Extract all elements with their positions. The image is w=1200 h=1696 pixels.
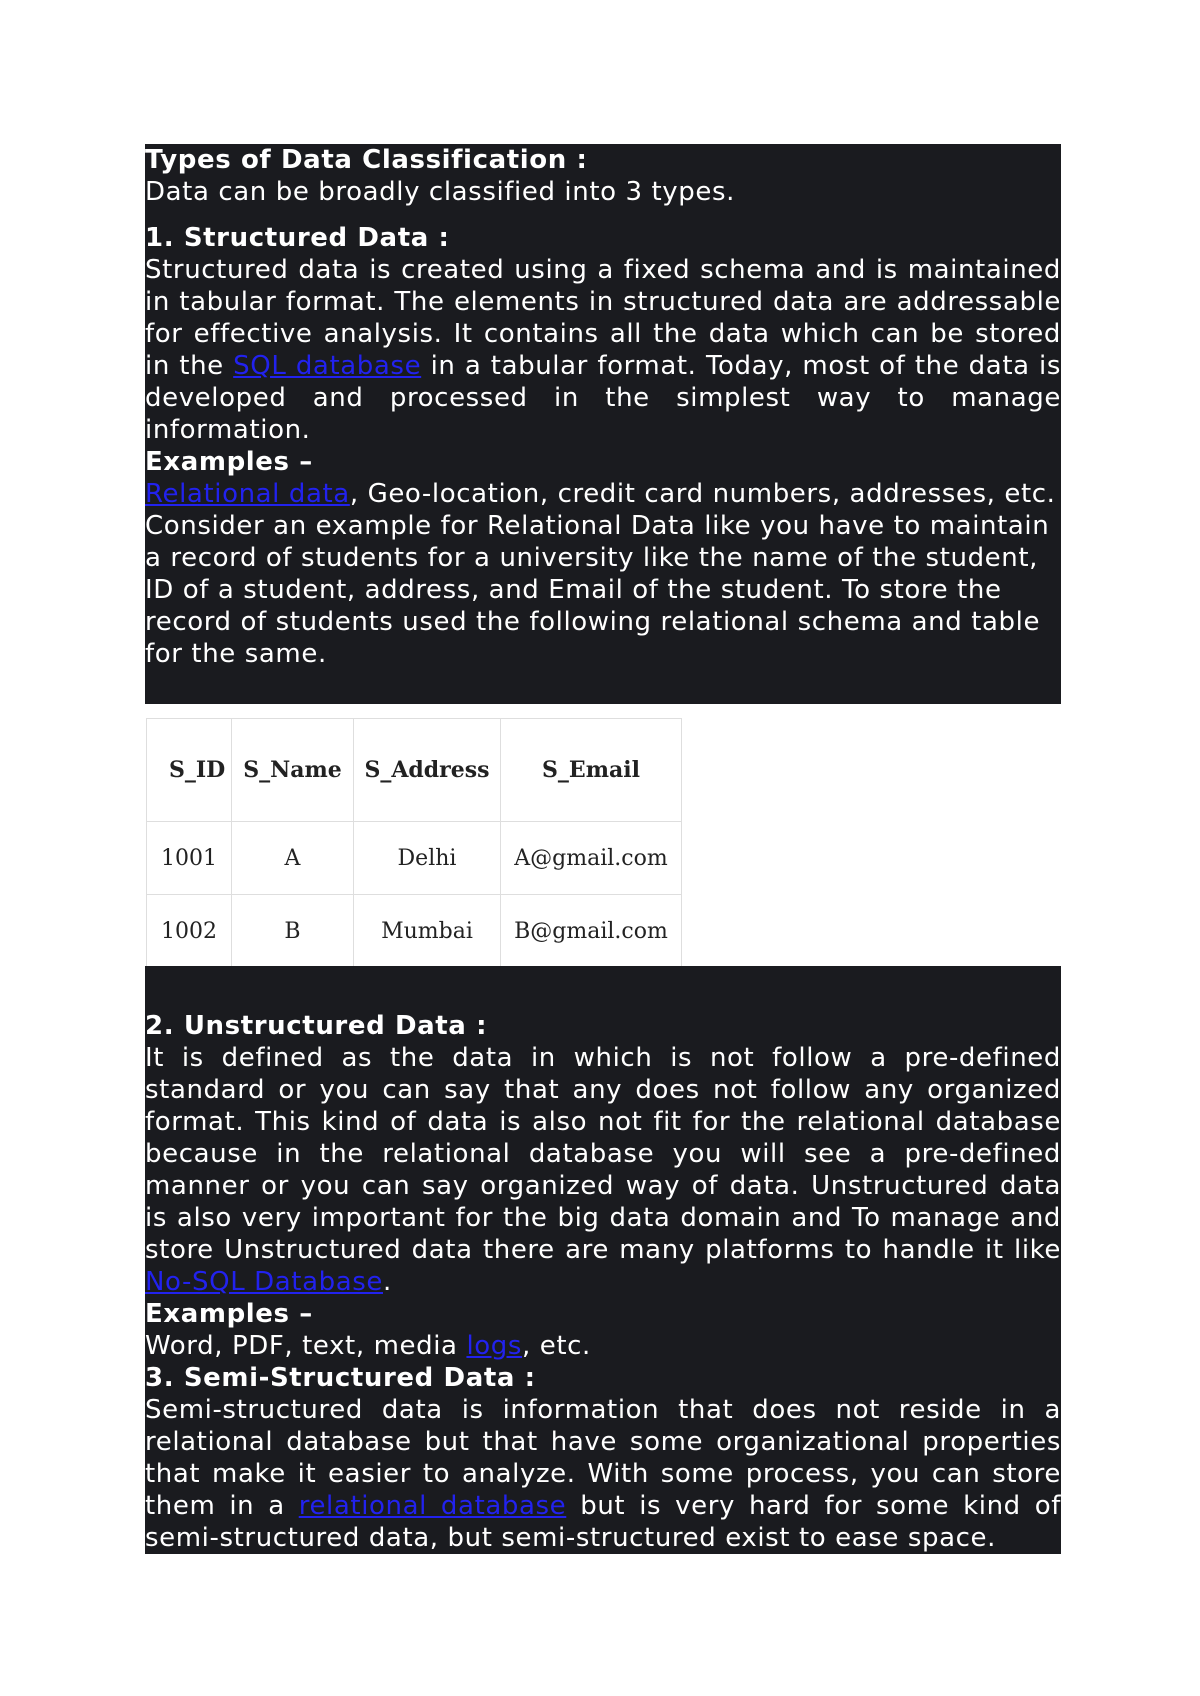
table-cell: Delhi [354, 822, 501, 895]
semi-structured-paragraph [145, 1394, 1061, 1554]
students-table [146, 718, 682, 968]
table-cell: 1002 [147, 895, 232, 968]
relational-example-text: Consider an example for Relational Data like you have to maintain a record of students for a university like the name of the student, ID of a student, address, and Email of the student. To store the record of students used the following relational schema and table for the same. [145, 511, 1050, 669]
unstructured-examples [145, 1330, 1061, 1362]
students-table-container [146, 718, 682, 968]
structured-paragraph [145, 254, 1061, 446]
table-cell: 1001 [147, 822, 232, 895]
structured-examples-text: , Geo-location, credit card numbers, addresses, etc. [349, 479, 1056, 509]
table-cell: B@gmail.com [501, 895, 682, 968]
table-cell: A [232, 822, 354, 895]
unstructured-semi-section [145, 966, 1061, 1554]
relational-data-link[interactable]: Relational data [145, 479, 350, 509]
unstructured-text-2: . [383, 1267, 392, 1297]
unstructured-text-1: It is defined as the data in which is not follow a pre-defined standard or you can say that any does not follow any organized format. This kind of data is also not fit for the relational database because in the relational database you will see a pre-defined manner or you can say organized way of data. Unstructured data is also very important for the big data domain and To manage and store Unstructured data there are many platforms to handle it like [145, 1043, 1061, 1265]
header-cell: S_Address [354, 719, 501, 822]
table-row [147, 822, 682, 895]
structured-text-1: Structured data is created using a fixed schema and is maintained in tabular format. The elements in structured data are addressable for effective analysis. It contains all the data which can be stored in the [145, 255, 1061, 381]
header-cell [147, 719, 232, 822]
semi-structured-heading: 3. Semi-Structured Data : [145, 1363, 536, 1393]
page-heading: Types of Data Classification : [145, 145, 588, 175]
relational-database-link[interactable]: relational database [298, 1491, 567, 1521]
structured-heading: 1. Structured Data : [145, 223, 450, 253]
table-cell: A@gmail.com [501, 822, 682, 895]
structured-data-section [145, 144, 1061, 704]
unstructured-examples-text-2: , etc. [522, 1331, 591, 1361]
unstructured-heading: 2. Unstructured Data : [145, 1011, 488, 1041]
unstructured-examples-heading: Examples – [145, 1299, 313, 1329]
table-cell: Mumbai [354, 895, 501, 968]
semi-text-1: Semi-structured data is information that does not reside in a relational database but that have some organizational properties that make it easier to analyze. With some process, you can store them in a [145, 1395, 1061, 1521]
unstructured-paragraph [145, 1042, 1061, 1298]
nosql-database-link[interactable]: No-SQL Database [145, 1267, 383, 1297]
structured-examples-heading: Examples – [145, 447, 313, 477]
header-sid: S_ID [169, 757, 226, 783]
table-cell: B [232, 895, 354, 968]
table-row [147, 895, 682, 968]
table-header-row [147, 719, 682, 822]
unstructured-examples-text-1: Word, PDF, text, media [145, 1331, 467, 1361]
structured-text-2: in a tabular format. Today, most of the data is developed and processed in the simplest way to manage information. [145, 351, 1062, 445]
header-cell: S_Email [501, 719, 682, 822]
header-cell: S_Name [232, 719, 354, 822]
sql-database-link[interactable]: SQL database [233, 351, 422, 381]
structured-examples [145, 478, 1061, 510]
semi-text-2: but is very hard for some kind of semi-structured data, but semi-structured exist to ease space. [145, 1491, 1062, 1553]
intro-text: Data can be broadly classified into 3 types. [145, 177, 735, 207]
logs-link[interactable]: logs [466, 1331, 523, 1361]
